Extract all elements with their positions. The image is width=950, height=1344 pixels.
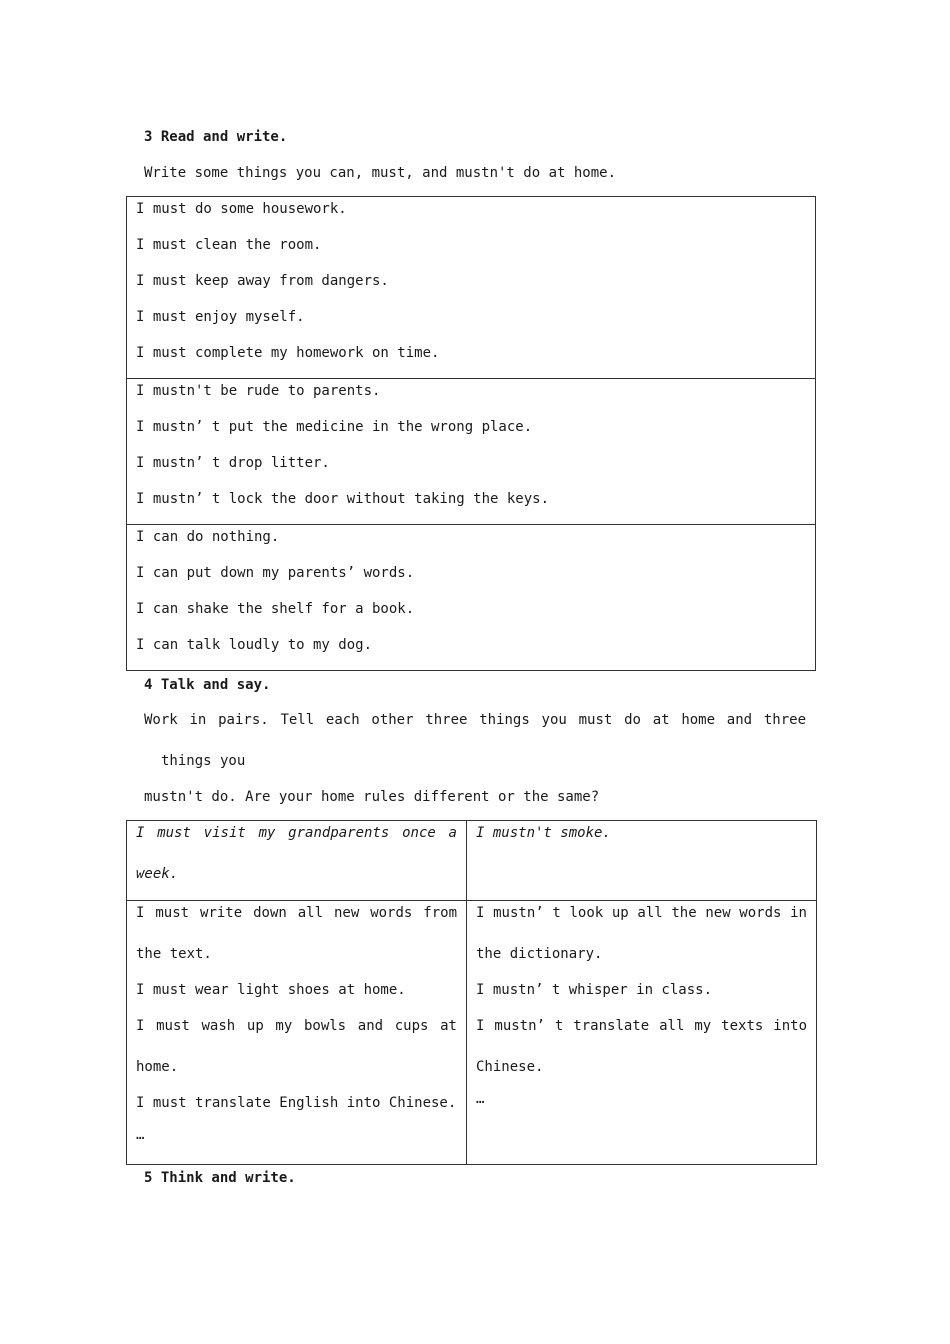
can-line: I can put down my parents’ words. — [136, 565, 415, 581]
mustnt-answer-continued: the dictionary. — [476, 946, 603, 962]
must-answer-continued: the text. — [136, 946, 212, 962]
section-4-instruction-line3: mustn't do. Are your home rules different or the same? — [144, 789, 600, 805]
mustnt-line: I mustn't be rude to parents. — [136, 383, 381, 399]
must-line: I must enjoy myself. — [136, 309, 305, 325]
mustnt-line: I mustn’ t lock the door without taking the keys. — [136, 491, 550, 507]
section-4-table — [126, 820, 817, 1165]
example-must-cell — [127, 821, 467, 901]
can-cell — [127, 525, 816, 671]
section-4-instruction-line2: things you — [161, 753, 246, 769]
must-row — [127, 197, 816, 379]
mustnt-answer-line: I mustn’ t whisper in class. — [476, 982, 713, 998]
section-4-instruction-line1: Work in pairs. Tell each other three things you must do at home and three — [144, 712, 806, 728]
mustnt-row — [127, 379, 816, 525]
must-line: I must clean the room. — [136, 237, 322, 253]
can-row — [127, 525, 816, 671]
must-cell — [127, 197, 816, 379]
must-line: I must complete my homework on time. — [136, 345, 440, 361]
example-must-line: I must visit my grandparents once a — [136, 825, 457, 841]
can-line: I can talk loudly to my dog. — [136, 637, 373, 653]
must-answers-cell — [127, 901, 467, 1165]
answers-row — [127, 901, 817, 1165]
section-4-title: 4 Talk and say. — [144, 677, 271, 693]
mustnt-answer-line: I mustn’ t translate all my texts into — [476, 1018, 807, 1034]
example-mustnt-line: I mustn't smoke. — [476, 825, 611, 841]
section-3-table — [126, 196, 816, 671]
example-must-continued: week. — [136, 866, 179, 882]
can-line: I can do nothing. — [136, 529, 280, 545]
must-answer-line: I must write down all new words from — [136, 905, 457, 921]
mustnt-answer-continued: Chinese. — [476, 1059, 544, 1075]
must-line: I must keep away from dangers. — [136, 273, 389, 289]
mustnt-cell — [127, 379, 816, 525]
example-mustnt-cell — [467, 821, 817, 901]
must-line: I must do some housework. — [136, 201, 347, 217]
must-answer-line: I must wash up my bowls and cups at — [136, 1018, 457, 1034]
section-3-title: 3 Read and write. — [144, 129, 288, 145]
must-answer-line: I must wear light shoes at home. — [136, 982, 406, 998]
section-5-title: 5 Think and write. — [144, 1170, 296, 1186]
can-line: I can shake the shelf for a book. — [136, 601, 415, 617]
mustnt-answer-line: I mustn’ t look up all the new words in — [476, 905, 807, 921]
mustnt-answer-ellipsis: … — [476, 1091, 485, 1107]
mustnt-answers-cell — [467, 901, 817, 1165]
mustnt-line: I mustn’ t put the medicine in the wrong place. — [136, 419, 533, 435]
mustnt-line: I mustn’ t drop litter. — [136, 455, 330, 471]
must-answer-line: I must translate English into Chinese. — [136, 1095, 457, 1111]
example-row — [127, 821, 817, 901]
must-answer-continued: home. — [136, 1059, 179, 1075]
must-answer-ellipsis: … — [136, 1127, 145, 1143]
section-3-instruction: Write some things you can, must, and mustn't do at home. — [144, 165, 617, 181]
